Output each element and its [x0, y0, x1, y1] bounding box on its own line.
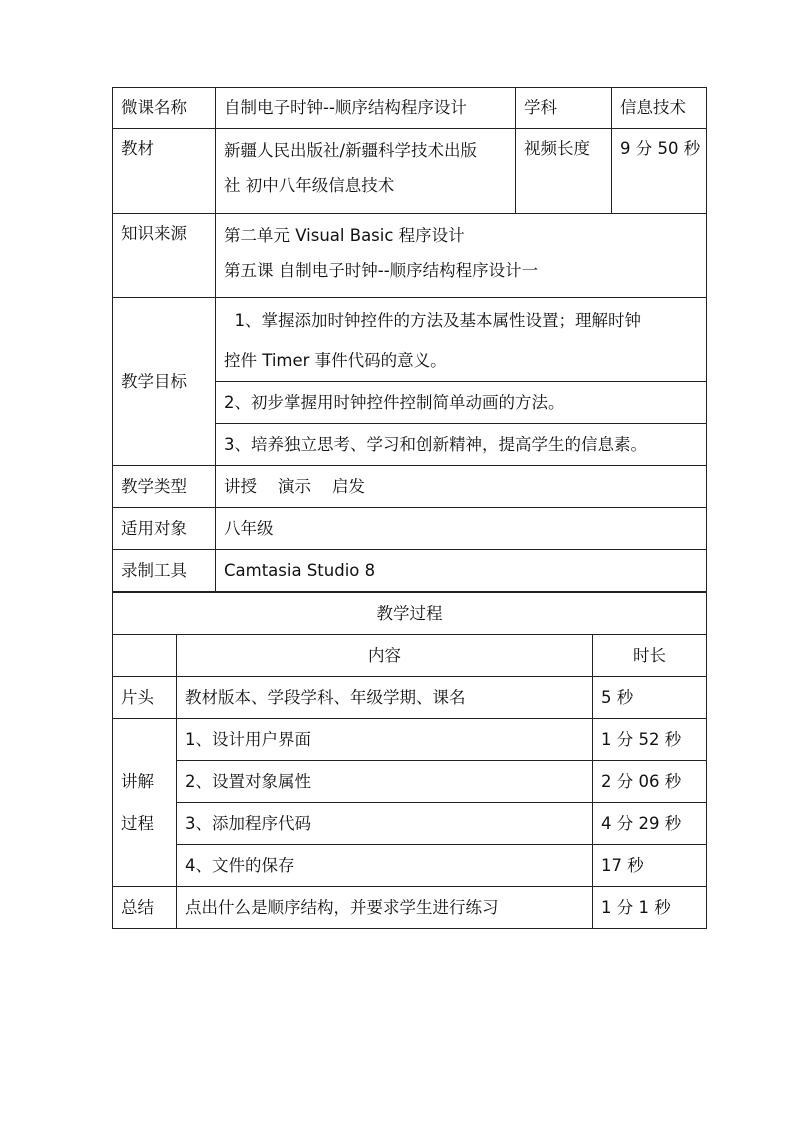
lecture-step-row [113, 761, 707, 803]
knowledge-source-label: 知识来源 [113, 214, 216, 298]
opening-row [113, 677, 707, 719]
audience-value: 八年级 [216, 508, 707, 550]
step-duration: 2 分 06 秒 [593, 761, 707, 803]
course-title-label: 微课名称 [113, 88, 216, 129]
process-header-empty [113, 635, 177, 677]
step-content: 3、添加程序代码 [177, 803, 593, 845]
teaching-process-table [112, 592, 707, 929]
opening-content: 教材版本、学段学科、年级学期、课名 [177, 677, 593, 719]
video-duration-label: 视频长度 [516, 129, 612, 214]
lecture-step-row [113, 845, 707, 887]
step-duration: 17 秒 [593, 845, 707, 887]
video-duration-value: 9 分 50 秒 [612, 129, 707, 214]
knowledge-source-line1: 第二单元 Visual Basic 程序设计 [224, 226, 465, 245]
teaching-type-label: 教学类型 [113, 466, 216, 508]
teaching-goal-3: 3、培养独立思考、学习和创新精神，提高学生的信息素。 [216, 424, 707, 466]
lecture-label-line1: 讲解 [121, 771, 154, 791]
summary-label: 总结 [113, 887, 177, 929]
course-info-table [112, 87, 707, 592]
summary-row [113, 887, 707, 929]
lecture-label-line2: 过程 [121, 813, 154, 833]
textbook-row [113, 129, 707, 214]
teaching-goal-2: 2、初步掌握用时钟控件控制简单动画的方法。 [216, 382, 707, 424]
recording-tool-value: Camtasia Studio 8 [216, 550, 707, 592]
textbook-label: 教材 [113, 129, 216, 214]
knowledge-source-line2: 第五课 自制电子时钟--顺序结构程序设计一 [224, 261, 539, 280]
goal-row-1 [113, 298, 707, 382]
teaching-goal-1-line1: 1、掌握添加时钟控件的方法及基本属性设置；理解时钟 [224, 310, 641, 330]
summary-duration: 1 分 1 秒 [593, 887, 707, 929]
opening-duration: 5 秒 [593, 677, 707, 719]
knowledge-source-row [113, 214, 707, 298]
step-content: 1、设计用户界面 [177, 719, 593, 761]
teaching-type-row [113, 466, 707, 508]
textbook-value [216, 129, 516, 214]
subject-label: 学科 [516, 88, 612, 129]
teaching-goal-label: 教学目标 [113, 298, 216, 466]
summary-content: 点出什么是顺序结构，并要求学生进行练习 [177, 887, 593, 929]
teaching-goal-1-line2: 控件 Timer 事件代码的意义。 [224, 350, 447, 370]
process-heading-row [113, 593, 707, 635]
step-content: 4、文件的保存 [177, 845, 593, 887]
lecture-step-row [113, 803, 707, 845]
course-title-row [113, 88, 707, 129]
process-header-row [113, 635, 707, 677]
recording-tool-label: 录制工具 [113, 550, 216, 592]
audience-label: 适用对象 [113, 508, 216, 550]
lecture-label [113, 719, 177, 887]
textbook-value-line1: 新疆人民出版社/新疆科学技术出版 [224, 141, 478, 160]
content-column-header: 内容 [177, 635, 593, 677]
step-duration: 4 分 29 秒 [593, 803, 707, 845]
opening-label: 片头 [113, 677, 177, 719]
step-content: 2、设置对象属性 [177, 761, 593, 803]
knowledge-source-value [216, 214, 707, 298]
step-duration: 1 分 52 秒 [593, 719, 707, 761]
subject-value: 信息技术 [612, 88, 707, 129]
course-title-value: 自制电子时钟--顺序结构程序设计 [216, 88, 516, 129]
audience-row [113, 508, 707, 550]
recording-tool-row [113, 550, 707, 592]
process-heading: 教学过程 [113, 593, 707, 635]
teaching-goal-1 [216, 298, 707, 382]
duration-column-header: 时长 [593, 635, 707, 677]
textbook-value-line2: 社 初中八年级信息技术 [224, 176, 395, 195]
teaching-type-value: 讲授 演示 启发 [216, 466, 707, 508]
lecture-step-row [113, 719, 707, 761]
